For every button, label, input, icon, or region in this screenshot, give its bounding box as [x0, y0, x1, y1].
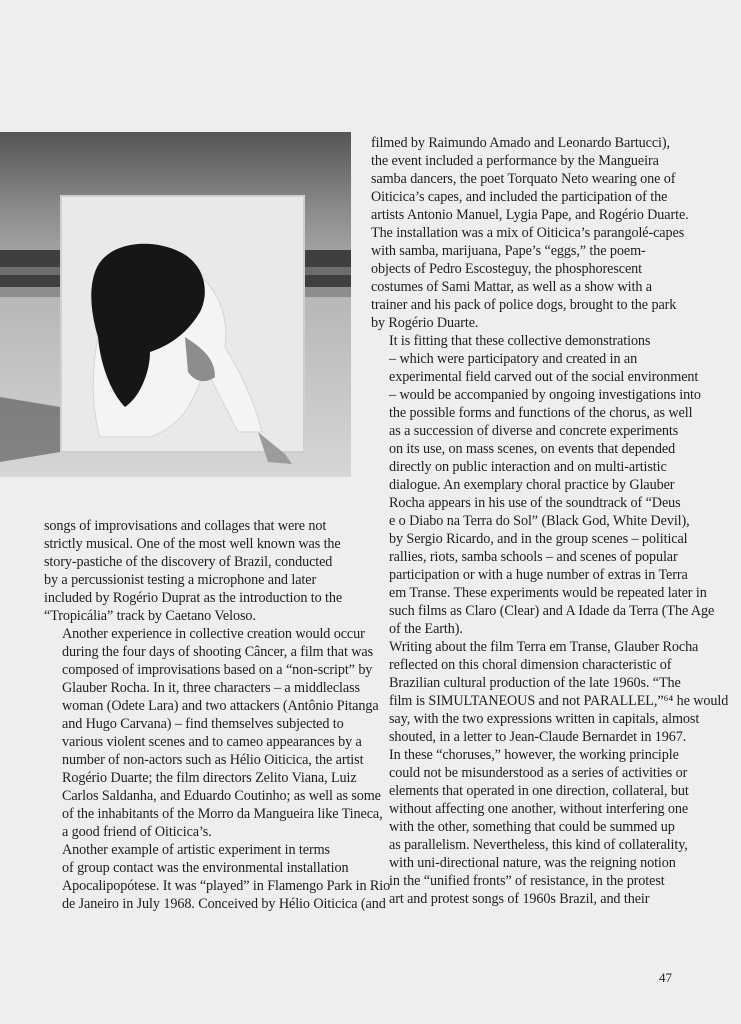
- text-line: samba dancers, the poet Torquato Neto wearing one of: [371, 171, 676, 187]
- text-line: of the inhabitants of the Morro da Mangueira like Tineca,: [62, 806, 383, 822]
- text-line: by Sergio Ricardo, and in the group scenes – political: [389, 531, 688, 547]
- text-line: objects of Pedro Escosteguy, the phosphorescent: [371, 261, 642, 277]
- text-line: art and protest songs of 1960s Brazil, and their: [389, 891, 650, 907]
- text-line: with uni-directional nature, was the reigning notion: [389, 855, 676, 871]
- paragraph: [371, 134, 689, 332]
- text-line: em Transe. These experiments would be repeated later in: [389, 585, 707, 601]
- text-line: e o Diabo na Terra do Sol” (Black God, White Devil),: [389, 513, 690, 529]
- text-line: songs of improvisations and collages that were not: [44, 518, 327, 534]
- text-line: It is fitting that these collective demonstrations: [389, 333, 651, 349]
- text-line: a good friend of Oiticica’s.: [62, 824, 212, 840]
- text-line: woman (Odete Lara) and two attackers (Antônio Pitanga: [62, 698, 379, 714]
- paragraph: [371, 332, 715, 638]
- text-line: number of non-actors such as Hélio Oiticica, the artist: [62, 752, 364, 768]
- text-line: trainer and his pack of police dogs, brought to the park: [371, 297, 677, 313]
- text-line: during the four days of shooting Câncer, a film that was: [62, 644, 374, 660]
- text-line: The installation was a mix of Oiticica’s parangolé-capes: [371, 225, 685, 241]
- text-line: “Tropicália” track by Caetano Veloso.: [44, 608, 256, 624]
- text-line: Rogério Duarte; the film directors Zelito Viana, Luiz: [62, 770, 357, 786]
- text-line: say, with the two expressions written in capitals, almost: [389, 711, 700, 727]
- text-line: Oiticica’s capes, and included the participation of the: [371, 189, 668, 205]
- text-line: strictly musical. One of the most well known was the: [44, 536, 341, 552]
- text-line: artists Antonio Manuel, Lygia Pape, and Rogério Duarte.: [371, 207, 689, 223]
- text-line: costumes of Sami Mattar, as well as a show with a: [371, 279, 652, 295]
- text-line: included by Rogério Duprat as the introduction to the: [44, 590, 343, 606]
- performance-photo-icon: [0, 132, 351, 477]
- paragraph: [44, 517, 356, 625]
- text-line: filmed by Raimundo Amado and Leonardo Bartucci),: [371, 135, 670, 151]
- text-line: experimental field carved out of the social environment: [389, 369, 699, 385]
- text-line: Glauber Rocha. In it, three characters – a middleclass: [62, 680, 360, 696]
- text-line: dialogue. An exemplary choral practice by Glauber: [389, 477, 675, 493]
- text-line: by Rogério Duarte.: [371, 315, 479, 331]
- text-line: could not be misunderstood as a series of activities or: [389, 765, 688, 781]
- text-line: without affecting one another, without interfering one: [389, 801, 689, 817]
- text-line: story-pastiche of the discovery of Brazil, conducted: [44, 554, 333, 570]
- text-line: Brazilian cultural production of the late 1960s. “The: [389, 675, 681, 691]
- text-line: participation or with a huge number of extras in Terra: [389, 567, 688, 583]
- text-line: film is SIMULTANEOUS and not PARALLEL,”⁶⁴ he would: [389, 693, 729, 709]
- text-line: Writing about the film Terra em Transe, Glauber Rocha: [389, 639, 699, 655]
- paragraph: [371, 638, 729, 908]
- text-line: reflected on this choral dimension characteristic of: [389, 657, 672, 673]
- text-line: in the “unified fronts” of resistance, in the protest: [389, 873, 665, 889]
- text-line: such films as Claro (Clear) and A Idade da Terra (The Age: [389, 603, 715, 619]
- text-line: Rocha appears in his use of the soundtrack of “Deus: [389, 495, 681, 511]
- text-line: Another experience in collective creation would occur: [62, 626, 365, 642]
- text-line: – would be accompanied by ongoing investigations into: [389, 387, 701, 403]
- right-text-column: [371, 134, 729, 908]
- text-line: rallies, riots, samba schools – and scenes of popular: [389, 549, 678, 565]
- page-number: 47: [659, 970, 672, 985]
- text-line: of group contact was the environmental installation: [62, 860, 349, 876]
- text-line: of the Earth).: [389, 621, 463, 637]
- text-line: shouted, in a letter to Jean-Claude Bernardet in 1967.: [389, 729, 687, 745]
- text-line: – which were participatory and created in an: [389, 351, 638, 367]
- text-line: directly on public interaction and on multi-artistic: [389, 459, 667, 475]
- text-line: various violent scenes and to cameo appearances by a: [62, 734, 362, 750]
- text-line: with the other, something that could be summed up: [389, 819, 675, 835]
- text-line: the possible forms and functions of the chorus, as well: [389, 405, 693, 421]
- text-line: elements that operated in one direction, collateral, but: [389, 783, 689, 799]
- text-line: de Janeiro in July 1968. Conceived by Hélio Oiticica (and: [62, 896, 386, 912]
- text-line: as a succession of diverse and concrete experiments: [389, 423, 679, 439]
- text-line: with samba, marijuana, Pape’s “eggs,” the poem-: [371, 243, 646, 259]
- text-line: Apocalipopótese. It was “played” in Flamengo Park in Rio: [62, 878, 391, 894]
- text-line: by a percussionist testing a microphone and later: [44, 572, 317, 588]
- paragraph: [44, 841, 391, 913]
- text-line: Carlos Saldanha, and Eduardo Coutinho; as well as some: [62, 788, 381, 804]
- text-line: Another example of artistic experiment in terms: [62, 842, 330, 858]
- text-line: In these “choruses,” however, the working principle: [389, 747, 679, 763]
- paragraph: [44, 625, 383, 841]
- performance-photo: [0, 132, 351, 477]
- text-line: on its use, on mass scenes, on events that depended: [389, 441, 676, 457]
- text-line: the event included a performance by the Mangueira: [371, 153, 659, 169]
- left-text-column: [44, 517, 391, 913]
- text-line: and Hugo Carvana) – find themselves subjected to: [62, 716, 344, 732]
- text-line: composed of improvisations based on a “non-script” by: [62, 662, 373, 678]
- text-line: as parallelism. Nevertheless, this kind of collaterality,: [389, 837, 688, 853]
